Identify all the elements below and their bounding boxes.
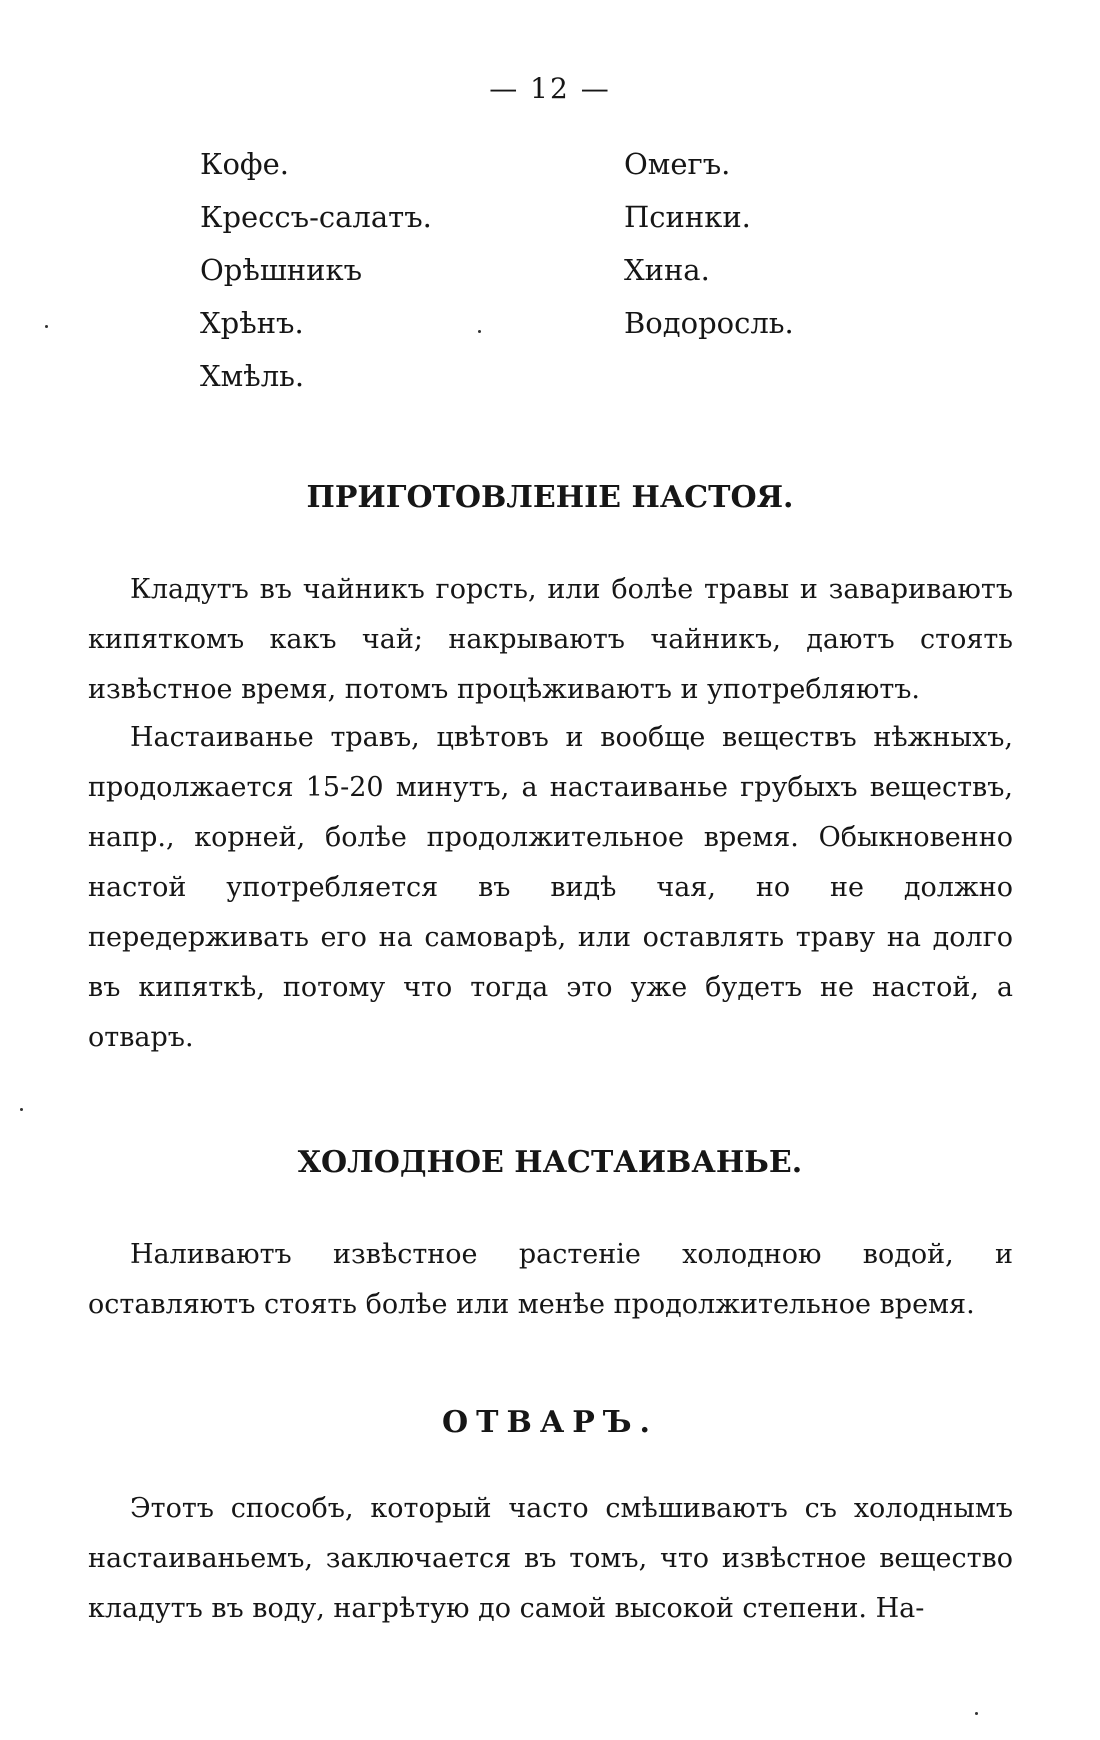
plant-list-item: Хмѣль. <box>200 359 305 393</box>
paragraph-infusion-method: Кладутъ въ чайникъ горсть, или болѣе травы и завариваютъ кипяткомъ какъ чай; накрываютъ чайникъ, даютъ стоять извѣстное время, потомъ процѣживаютъ и употребляютъ. <box>88 574 1013 705</box>
plant-list-item: Омегъ. <box>624 147 731 181</box>
section-heading-infusion: ПРИГОТОВЛЕНІЕ НАСТОЯ. <box>306 480 794 515</box>
print-speck <box>975 1712 978 1715</box>
print-speck <box>20 1108 23 1111</box>
plant-list-left-column <box>200 138 432 403</box>
plant-list-item: Крессъ-салатъ. <box>200 200 432 234</box>
page-number: — 12 — <box>489 72 611 105</box>
paragraph-decoction: Этотъ способъ, который часто смѣшиваютъ съ холоднымъ настаиваньемъ, заключается въ томъ, что извѣстное вещество кладутъ въ воду, нагрѣтую до самой высокой степени. На- <box>88 1493 1013 1624</box>
print-speck <box>45 325 48 328</box>
section-heading-cold-infusion: ХОЛОДНОЕ НАСТАИВАНЬЕ. <box>297 1145 803 1180</box>
plant-list-right-column <box>624 138 794 350</box>
plant-list-item: Орѣшникъ <box>200 253 363 287</box>
print-speck <box>478 330 481 333</box>
section-heading-decoction: ОТВАРЪ. <box>442 1405 658 1440</box>
plant-list-item: Хина. <box>624 253 710 287</box>
paragraph-cold-infusion: Наливаютъ извѣстное растеніе холодною водой, и оставляютъ стоять болѣе или менѣе продолжительное время. <box>88 1239 1013 1320</box>
plant-list-item: Кофе. <box>200 147 289 181</box>
paragraph-infusion-duration: Настаиванье травъ, цвѣтовъ и вообще веществъ нѣжныхъ, продолжается 15-20 минутъ, а настаиванье грубыхъ веществъ, напр., корней, болѣе продолжительное время. Обыкновенно настой употребляется въ видѣ чая, но не должно передерживать его на самоварѣ, или оставлять траву на долго въ кипяткѣ, потому что тогда это уже будетъ не настой, а отваръ. <box>88 722 1013 1053</box>
plant-list-item: Водоросль. <box>624 306 794 340</box>
plant-list-item: Хрѣнъ. <box>200 306 304 340</box>
plant-list-item: Псинки. <box>624 200 751 234</box>
